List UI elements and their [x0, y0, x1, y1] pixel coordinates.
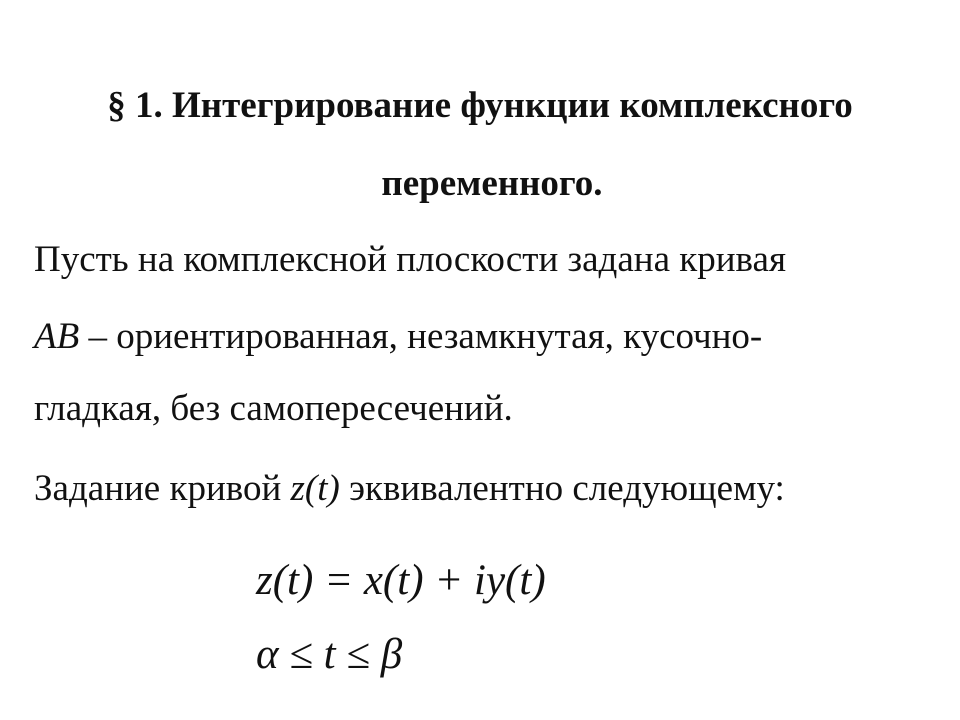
definition-text-end: эквивалентно следующему:	[339, 468, 785, 509]
curve-variable: z(t)	[290, 468, 340, 509]
paragraph-curve-definition	[34, 467, 785, 511]
curve-properties-text: – ориентированная, незамкнутая, кусочно-	[79, 316, 763, 357]
paragraph-curve-smoothness: гладкая, без самопересечений.	[34, 388, 513, 429]
curve-label: AB	[34, 316, 80, 357]
section-title-line-2: переменного.	[381, 163, 603, 204]
paragraph-curve-intro: Пусть на комплексной плоскости задана кривая	[34, 239, 786, 280]
paragraph-curve-properties	[34, 315, 762, 359]
definition-text-start: Задание кривой	[34, 468, 291, 509]
formula-parametric-curve: z(t) = x(t) + iy(t)	[256, 557, 546, 604]
section-title-line-1: § 1. Интегрирование функции комплексного	[107, 85, 853, 126]
formula-parameter-range: α ≤ t ≤ β	[256, 631, 403, 678]
